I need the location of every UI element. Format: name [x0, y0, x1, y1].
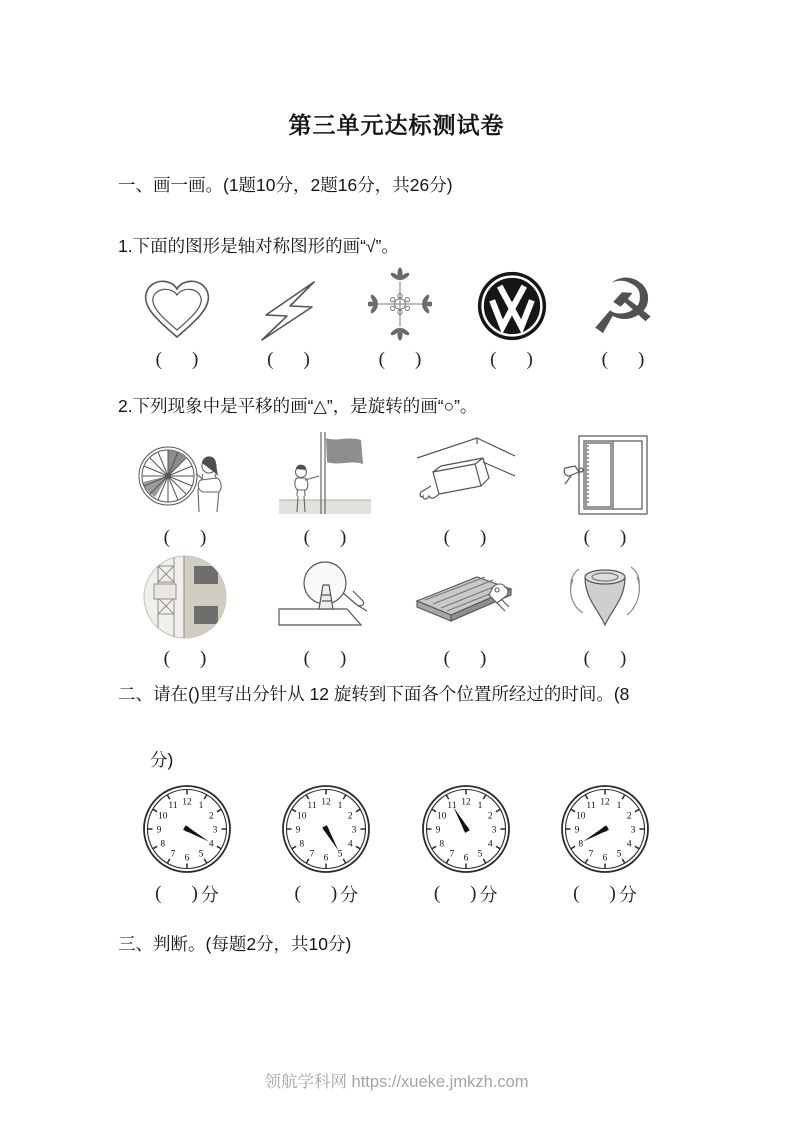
svg-text:10: 10	[576, 811, 586, 822]
section-one-heading: 一、画一画。(1题10分，2题16分，共26分)	[118, 175, 453, 195]
svg-text:6: 6	[323, 853, 329, 864]
answer-blank[interactable]	[584, 648, 627, 670]
question-1-figures	[125, 262, 675, 371]
svg-text:4: 4	[208, 839, 214, 850]
paren-close: )	[191, 883, 198, 904]
svg-text:12: 12	[600, 797, 610, 808]
answer-blank[interactable]	[584, 527, 627, 549]
answer-blank-minutes[interactable]	[295, 881, 359, 907]
svg-text:1: 1	[198, 801, 204, 812]
figure-snowflake	[348, 266, 452, 371]
window-icon	[559, 430, 651, 520]
svg-text:4: 4	[487, 839, 493, 850]
figure-keyboard-tray	[413, 551, 517, 670]
svg-text:9: 9	[574, 825, 580, 836]
svg-text:7: 7	[588, 849, 594, 860]
svg-text:6: 6	[602, 853, 608, 864]
svg-text:11: 11	[447, 801, 457, 812]
minutes-unit-label: 分	[340, 885, 359, 905]
answer-blank[interactable]	[444, 648, 487, 670]
figure-drawer	[413, 430, 517, 549]
spinning-top-icon	[559, 551, 651, 641]
svg-text:6: 6	[463, 853, 469, 864]
vw-logo-icon	[476, 266, 548, 342]
paren-close: )	[470, 883, 477, 904]
paren-close: )	[480, 648, 487, 669]
paren-close: )	[415, 349, 422, 370]
answer-blank[interactable]	[164, 527, 207, 549]
paren-close: )	[340, 648, 347, 669]
svg-text:11: 11	[168, 801, 178, 812]
svg-text:2: 2	[208, 811, 214, 822]
answer-blank[interactable]	[267, 349, 310, 371]
minutes-unit-label: 分	[200, 885, 219, 905]
svg-text:12: 12	[182, 797, 192, 808]
clock-face-minute-at-8	[560, 784, 650, 874]
svg-text:8: 8	[578, 839, 584, 850]
clock-face-minute-at-4	[142, 784, 232, 874]
figure-lightning	[237, 266, 341, 371]
svg-text:10: 10	[158, 811, 168, 822]
svg-text:1: 1	[477, 801, 483, 812]
answer-blank[interactable]	[156, 349, 199, 371]
paren-open: (	[155, 349, 162, 370]
clock-1	[135, 784, 239, 907]
paren-open: (	[601, 349, 608, 370]
figure-sliding-window	[553, 430, 657, 549]
paren-open: (	[573, 883, 580, 904]
svg-text:5: 5	[616, 849, 622, 860]
figure-building-lift	[133, 551, 237, 670]
svg-text:2: 2	[626, 811, 632, 822]
clock-3	[414, 784, 518, 907]
question-1-text: 1.下面的图形是轴对称图形的画“√”。	[118, 236, 399, 256]
paren-open: (	[303, 527, 310, 548]
paren-open: (	[163, 527, 170, 548]
figure-flag-raising	[273, 430, 377, 549]
figure-hammer-sickle	[571, 262, 675, 371]
flag-raising-icon	[277, 430, 373, 520]
paren-open: (	[443, 648, 450, 669]
paren-open: (	[303, 648, 310, 669]
svg-text:5: 5	[198, 849, 204, 860]
figure-hand-cranked-wheel	[273, 551, 377, 670]
hammer-and-sickle-icon: ☭	[588, 262, 658, 351]
watermark-footer: 领航学科网 https://xueke.jmkzh.com	[264, 1073, 529, 1091]
page-title: 第三单元达标测试卷	[288, 112, 505, 138]
svg-text:7: 7	[170, 849, 176, 860]
paren-open: (	[490, 349, 497, 370]
answer-blank-minutes[interactable]	[573, 881, 637, 907]
heart-icon	[142, 266, 212, 342]
paren-open: (	[155, 883, 162, 904]
svg-text:5: 5	[337, 849, 343, 860]
drawer-icon	[413, 430, 517, 520]
lightning-bolt-icon	[256, 266, 322, 342]
svg-text:4: 4	[348, 839, 353, 850]
answer-blank[interactable]	[379, 349, 422, 371]
svg-text:11: 11	[307, 801, 317, 812]
svg-text:2: 2	[348, 811, 353, 822]
svg-text:7: 7	[309, 849, 315, 860]
svg-text:8: 8	[439, 839, 444, 850]
paren-open: (	[433, 883, 441, 904]
snowflake-icon	[368, 266, 432, 342]
section-three-heading: 三、判断。(每题2分，共10分)	[118, 934, 352, 954]
paren-close: )	[638, 349, 645, 370]
figure-girl-spinning-wheel	[133, 430, 237, 549]
paren-open: (	[163, 648, 170, 669]
clock-face-minute-at-5	[281, 784, 371, 874]
clock-face-minute-at-11	[421, 784, 511, 874]
paren-close: )	[200, 527, 207, 548]
paren-close: )	[526, 349, 533, 370]
svg-text:11: 11	[586, 801, 596, 812]
svg-text:3: 3	[491, 825, 497, 836]
svg-text:12: 12	[460, 797, 471, 808]
answer-blank[interactable]	[164, 648, 207, 670]
clock-4	[553, 784, 657, 907]
svg-text:10: 10	[297, 811, 307, 822]
paren-close: )	[330, 883, 338, 904]
paren-close: )	[620, 648, 627, 669]
cranked-wheel-icon	[273, 551, 377, 641]
svg-text:9: 9	[156, 825, 162, 836]
svg-text:10: 10	[436, 811, 447, 822]
svg-text:3: 3	[212, 825, 218, 836]
svg-text:9: 9	[295, 825, 301, 836]
minutes-unit-label: 分	[618, 885, 637, 905]
svg-text:3: 3	[630, 825, 636, 836]
figure-heart	[125, 266, 229, 371]
answer-blank-minutes[interactable]	[434, 881, 498, 907]
svg-text:7: 7	[449, 849, 455, 860]
section-two-heading-line2: 分)	[150, 750, 174, 770]
keyboard-icon	[413, 551, 517, 641]
svg-text:9: 9	[435, 825, 441, 836]
svg-text:1: 1	[337, 801, 343, 812]
svg-text:3: 3	[351, 825, 357, 836]
spinning-wheel-icon	[135, 430, 235, 520]
svg-text:8: 8	[160, 839, 166, 850]
construction-lift-icon	[142, 551, 228, 641]
svg-text:6: 6	[184, 853, 190, 864]
figure-vw-logo	[460, 266, 564, 371]
minutes-unit-label: 分	[479, 885, 498, 905]
clock-2	[274, 784, 378, 907]
svg-text:1: 1	[616, 801, 622, 812]
answer-blank[interactable]	[602, 349, 645, 371]
paren-close: )	[303, 349, 310, 370]
question-2-text: 2.下列现象中是平移的画“△”，是旋转的画“○”。	[118, 396, 478, 416]
svg-text:12: 12	[321, 797, 332, 808]
paren-close: )	[200, 648, 207, 669]
paren-close: )	[192, 349, 199, 370]
paren-open: (	[267, 349, 274, 370]
answer-blank[interactable]	[304, 648, 347, 670]
figure-spinning-top	[553, 551, 657, 670]
paren-open: (	[583, 527, 590, 548]
paren-close: )	[480, 527, 487, 548]
paren-open: (	[294, 883, 301, 904]
svg-text:5: 5	[477, 849, 483, 860]
paren-close: )	[620, 527, 627, 548]
svg-text:4: 4	[626, 839, 632, 850]
clock-figures-row	[135, 784, 657, 907]
answer-blank[interactable]	[304, 527, 347, 549]
paren-close: )	[340, 527, 347, 548]
paren-close: )	[609, 883, 616, 904]
question-2-figures-row1	[133, 430, 657, 549]
section-two-heading-line1: 二、请在()里写出分针从 12 旋转到下面各个位置所经过的时间。(8	[118, 684, 630, 704]
answer-blank-minutes[interactable]	[155, 881, 219, 907]
svg-text:8: 8	[299, 839, 305, 850]
question-2-figures-row2	[133, 551, 657, 670]
paren-open: (	[378, 349, 385, 370]
paren-open: (	[583, 648, 590, 669]
answer-blank[interactable]	[490, 349, 533, 371]
answer-blank[interactable]	[444, 527, 487, 549]
paren-open: (	[443, 527, 450, 548]
svg-text:2: 2	[487, 811, 493, 822]
